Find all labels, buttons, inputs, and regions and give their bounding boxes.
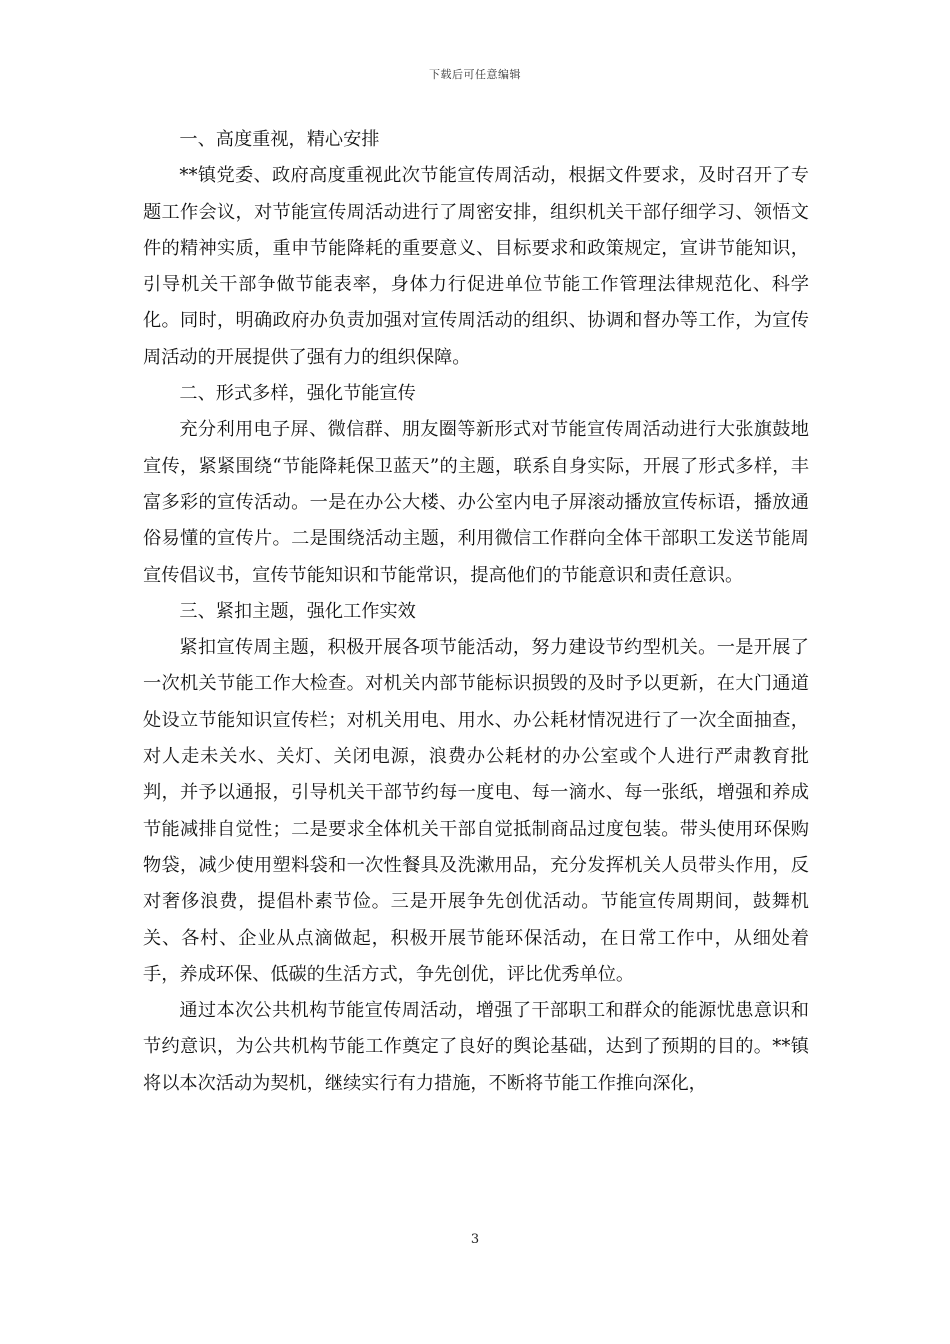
paragraph: 充分利用电子屏、微信群、朋友圈等新形式对节能宣传周活动进行大张旗鼓地宣传，紧紧围绕“节能降耗保卫蓝天”的主题，联系自身实际，开展了形式多样，丰富多彩的宣传活动。一是在办公大楼、办公室内电子屏滚动播放宣传标语，播放通俗易懂的宣传片。二是围绕活动主题，利用微信工作群向全体干部职工发送节能周宣传倡议书，宣传节能知识和节能常识，提高他们的节能意识和责任意识。 xyxy=(143,419,809,586)
document-body xyxy=(143,122,809,1102)
page-header: 下载后可任意编辑 xyxy=(429,68,521,81)
section-heading-1: 一、高度重视，精心安排 xyxy=(179,129,380,150)
page-number: 3 xyxy=(470,1232,480,1247)
paragraph: 紧扣宣传周主题，积极开展各项节能活动，努力建设节约型机关。一是开展了一次机关节能工作大检查。对机关内部节能标识损毁的及时予以更新，在大门通道处设立节能知识宣传栏；对机关用电、用水、办公耗材情况进行了一次全面抽查，对人走未关水、关灯、关闭电源，浪费办公耗材的办公室或个人进行严肃教育批判，并予以通报，引导机关干部节约每一度电、每一滴水、每一张纸，增强和养成节能减排自觉性；二是要求全体机关干部自觉抵制商品过度包装。带头使用环保购物袋，减少使用塑料袋和一次性餐具及洗漱用品，充分发挥机关人员带头作用，反对奢侈浪费，提倡朴素节俭。三是开展争先创优活动。节能宣传周期间，鼓舞机关、各村、企业从点滴做起，积极开展节能环保活动，在日常工作中，从细处着手，养成环保、低碳的生活方式，争先创优，评比优秀单位。 xyxy=(143,637,809,985)
paragraph: **镇党委、政府高度重视此次节能宣传周活动，根据文件要求，及时召开了专题工作会议，对节能宣传周活动进行了周密安排，组织机关干部仔细学习、领悟文件的精神实质，重申节能降耗的重要意义、目标要求和政策规定，宣讲节能知识，引导机关干部争做节能表率，身体力行促进单位节能工作管理法律规范化、科学化。同时，明确政府办负责加强对宣传周活动的组织、协调和督办等工作，为宣传周活动的开展提供了强有力的组织保障。 xyxy=(143,165,809,368)
section-heading-2: 二、形式多样，强化节能宣传 xyxy=(179,383,416,405)
section-heading-3: 三、紧扣主题，强化工作实效 xyxy=(179,600,416,622)
paragraph: 通过本次公共机构节能宣传周活动，增强了干部职工和群众的能源忧患意识和节约意识，为公共机构节能工作奠定了良好的舆论基础，达到了预期的目的。**镇将以本次活动为契机，继续实行有力措施，不断将节能工作推向深化， xyxy=(143,1000,809,1094)
